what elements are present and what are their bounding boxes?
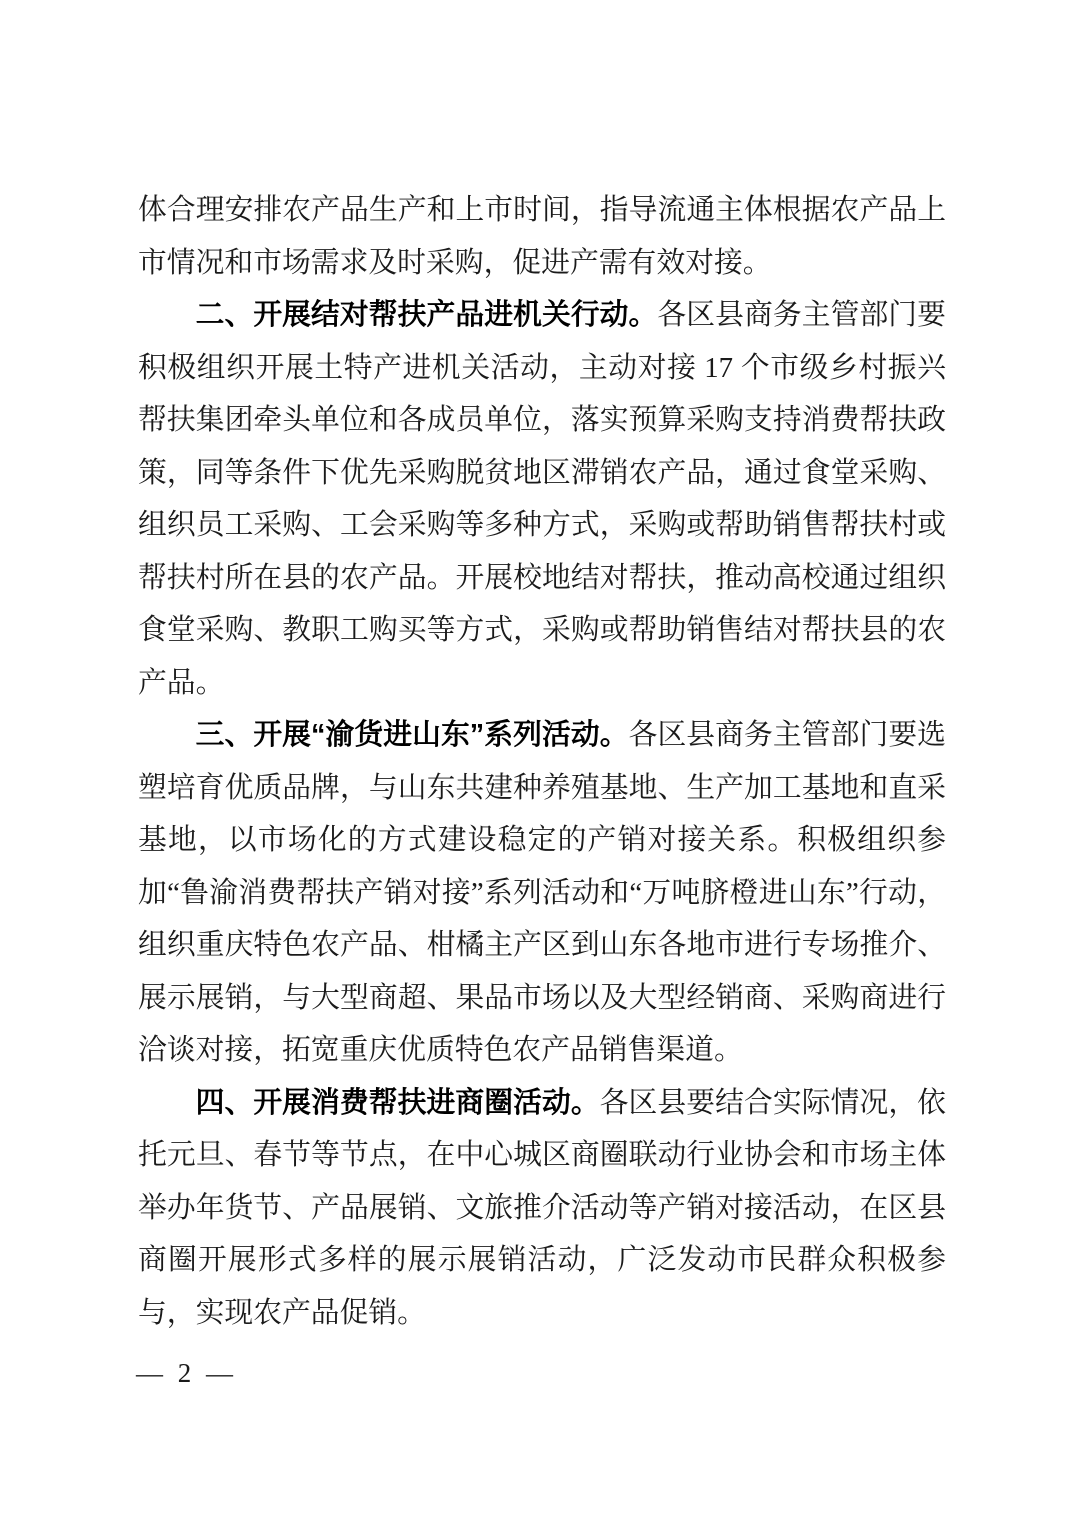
- section-heading: 二、开展结对帮扶产品进机关行动。: [195, 299, 658, 331]
- document-body: [138, 184, 946, 1339]
- para-section-3: [138, 709, 946, 1077]
- body-text: 各区县商务主管部门要积极组织开展土特产进机关活动，主动对接 17 个市级乡村振兴帮扶集团牵头单位和各成员单位，落实预算采购支持消费帮扶政策，同等条件下优先采购脱贫地区滞销农产品，通过食堂采购、组织员工采购、工会采购等多种方式，采购或帮助销售帮扶村或帮扶村所在县的农产品。开展校地结对帮扶，推动高校通过组织食堂采购、教职工购买等方式，采购或帮助销售结对帮扶县的农产品。: [138, 299, 946, 699]
- body-text: 体合理安排农产品生产和上市时间，指导流通主体根据农产品上市情况和市场需求及时采购，促进产需有效对接。: [138, 194, 946, 279]
- body-text: 各区县要结合实际情况，依托元旦、春节等节点，在中心城区商圈联动行业协会和市场主体举办年货节、产品展销、文旅推介活动等产销对接活动，在区县商圈开展形式多样的展示展销活动，广泛发动市民群众积极参与，实现农产品促销。: [138, 1086, 946, 1329]
- section-heading: 四、开展消费帮扶进商圈活动。: [195, 1086, 600, 1119]
- para-section-4: [138, 1077, 946, 1340]
- page-number: — 2 —: [136, 1358, 237, 1388]
- body-text: 各区县商务主管部门要选塑培育优质品牌，与山东共建种养殖基地、生产加工基地和直采基地，以市场化的方式建设稳定的产销对接关系。积极组织参加“鲁渝消费帮扶产销对接”系列活动和“万吨脐橙进山东”行动，组织重庆特色农产品、柑橘主产区到山东各地市进行专场推介、展示展销，与大型商超、果品市场以及大型经销商、采购商进行洽谈对接，拓宽重庆优质特色农产品销售渠道。: [138, 719, 946, 1066]
- section-heading: 三、开展“渝货进山东”系列活动。: [195, 719, 629, 751]
- para-section-2: [138, 289, 946, 709]
- para-continuation: [138, 184, 946, 289]
